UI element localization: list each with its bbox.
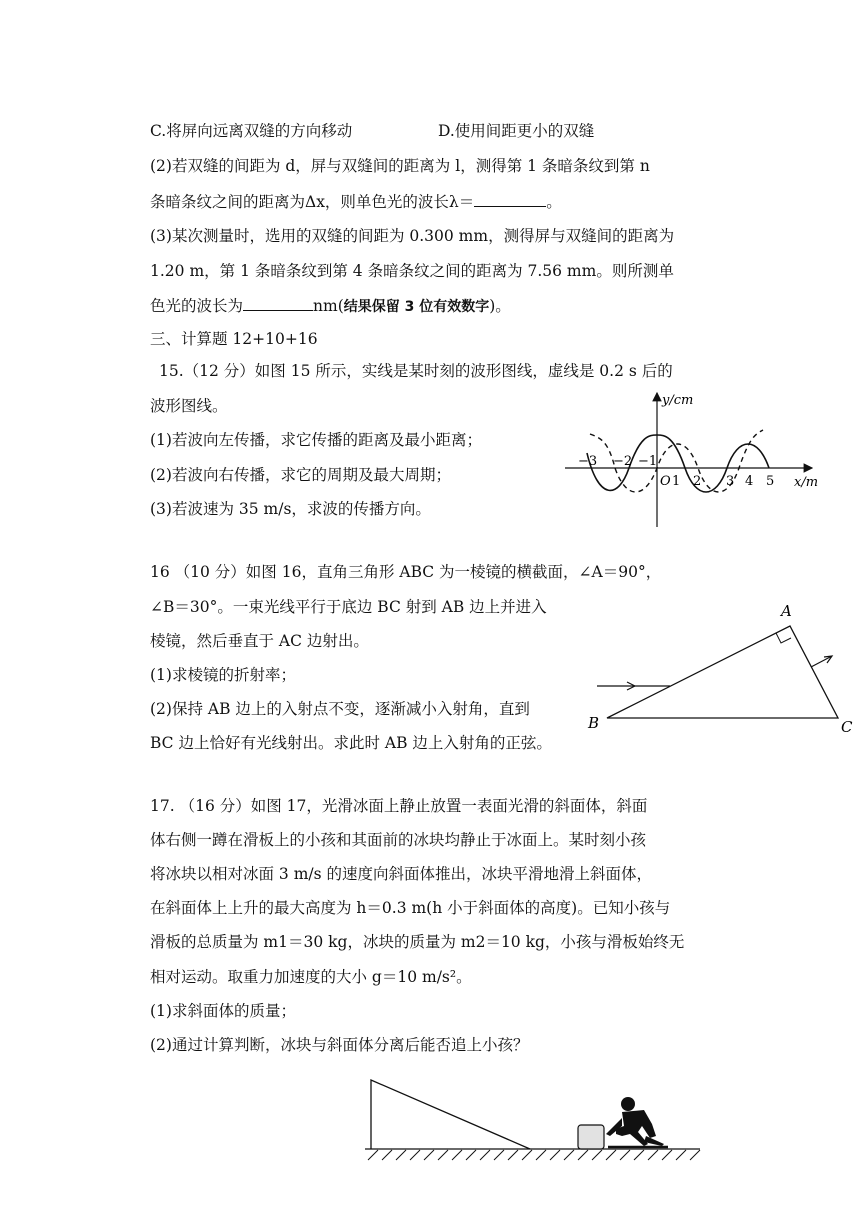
vertex-b: B (588, 714, 600, 732)
child-icon (606, 1097, 664, 1146)
q14-part2-text: 条暗条纹之间的距离为Δx，则单色光的波长λ＝ (150, 193, 475, 211)
tick-label: −2 (613, 454, 633, 469)
tick-label: −1 (638, 454, 658, 469)
q15-line2: 波形图线。 (150, 397, 228, 415)
y-axis-label: y/cm (662, 393, 694, 408)
q14-part3-note: 结果保留 3 位有效数字 (343, 299, 490, 315)
exit-ray (811, 656, 832, 667)
q16-line6: BC 边上恰好有光线射出。求此时 AB 边上入射角的正弦。 (150, 734, 552, 752)
q17-line4: 在斜面体上上升的最大高度为 h＝0.3 m(h 小于斜面体的高度)。已知小孩与 (150, 899, 671, 917)
tick-label: 4 (745, 474, 754, 489)
tick-label: 3 (726, 474, 735, 489)
option-c: C.将屏向远离双缝的方向移动 (150, 122, 353, 140)
tick-label: 2 (693, 474, 702, 489)
q17-line7: (1)求斜面体的质量； (150, 1002, 296, 1020)
q14-part2-end: 。 (546, 193, 562, 211)
q17-line8: (2)通过计算判断，冰块与斜面体分离后能否追上小孩？ (150, 1036, 529, 1054)
q14-part3-line2: 1.20 m，第 1 条暗条纹到第 4 条暗条纹之间的距离为 7.56 mm。则所测单 (150, 262, 674, 280)
ice-figure (360, 1072, 705, 1164)
tick-label: 1 (672, 474, 681, 489)
answer-blank-wavelength-value[interactable] (243, 294, 313, 311)
q14-part3-close: )。 (489, 297, 511, 315)
q14-options-line (150, 120, 595, 142)
q17-line1: 17. （16 分）如图 17，光滑冰面上静止放置一表面光滑的斜面体，斜面 (150, 797, 648, 815)
q14-part2-line1: (2)若双缝的间距为 d，屏与双缝间的距离为 l，测得第 1 条暗条纹到第 n (150, 157, 650, 175)
q14-part3-text: 色光的波长为 (150, 297, 244, 315)
q17-line2: 体右侧一蹲在滑板上的小孩和其面前的冰块均静止于冰面上。某时刻小孩 (150, 831, 647, 849)
q16-line2: ∠B＝30°。一束光线平行于底边 BC 射到 AB 边上并进入 (150, 598, 547, 616)
incline-body (371, 1080, 530, 1149)
q15-line3: (1)若波向左传播，求它传播的距离及最小距离； (150, 431, 482, 449)
prism-triangle (607, 626, 838, 718)
q15-line5: (3)若波速为 35 m/s，求波的传播方向。 (150, 500, 431, 518)
q15-line1: 15.（12 分）如图 15 所示，实线是某时刻的波形图线，虚线是 0.2 s 后的 (159, 362, 673, 380)
q14-part2-line2 (150, 190, 562, 213)
ice-block (578, 1125, 604, 1149)
q15-line4: (2)若波向右传播，求它的周期及最大周期； (150, 466, 451, 484)
tick-label: 5 (766, 474, 775, 489)
ground-hatch (368, 1150, 700, 1160)
q14-part3-unit: nm( (313, 297, 344, 315)
q16-line3: 棱镜，然后垂直于 AC 边射出。 (150, 632, 369, 650)
answer-blank-wavelength-formula[interactable] (474, 190, 546, 207)
section-heading: 三、计算题 12+10+16 (150, 330, 318, 348)
tick-label: −3 (578, 454, 598, 469)
origin-label: O (660, 474, 671, 489)
option-d: D.使用间距更小的双缝 (438, 122, 595, 140)
wave-figure (560, 390, 830, 530)
x-axis-label: x/m (794, 475, 819, 490)
vertex-a: A (781, 602, 792, 620)
prism-figure (585, 600, 855, 740)
right-angle-mark (776, 633, 791, 643)
q17-line3: 将冰块以相对冰面 3 m/s 的速度向斜面体推出，冰块平滑地滑上斜面体， (150, 865, 653, 883)
q17-line6: 相对运动。取重力加速度的大小 g＝10 m/s²。 (150, 968, 472, 986)
vertex-c: C (841, 718, 853, 736)
q17-line5: 滑板的总质量为 m1＝30 kg，冰块的质量为 m2＝10 kg，小孩与滑板始终无 (150, 933, 685, 951)
q14-part3-line3 (150, 294, 511, 318)
q14-part3-line1: (3)某次测量时，选用的双缝的间距为 0.300 mm，测得屏与双缝间的距离为 (150, 227, 675, 245)
q16-line1: 16 （10 分）如图 16，直角三角形 ABC 为一棱镜的横截面，∠A＝90°， (150, 563, 662, 581)
q16-line5: (2)保持 AB 边上的入射点不变，逐渐减小入射角，直到 (150, 700, 530, 718)
q16-line4: (1)求棱镜的折射率； (150, 666, 296, 684)
x-ticks (578, 454, 774, 489)
